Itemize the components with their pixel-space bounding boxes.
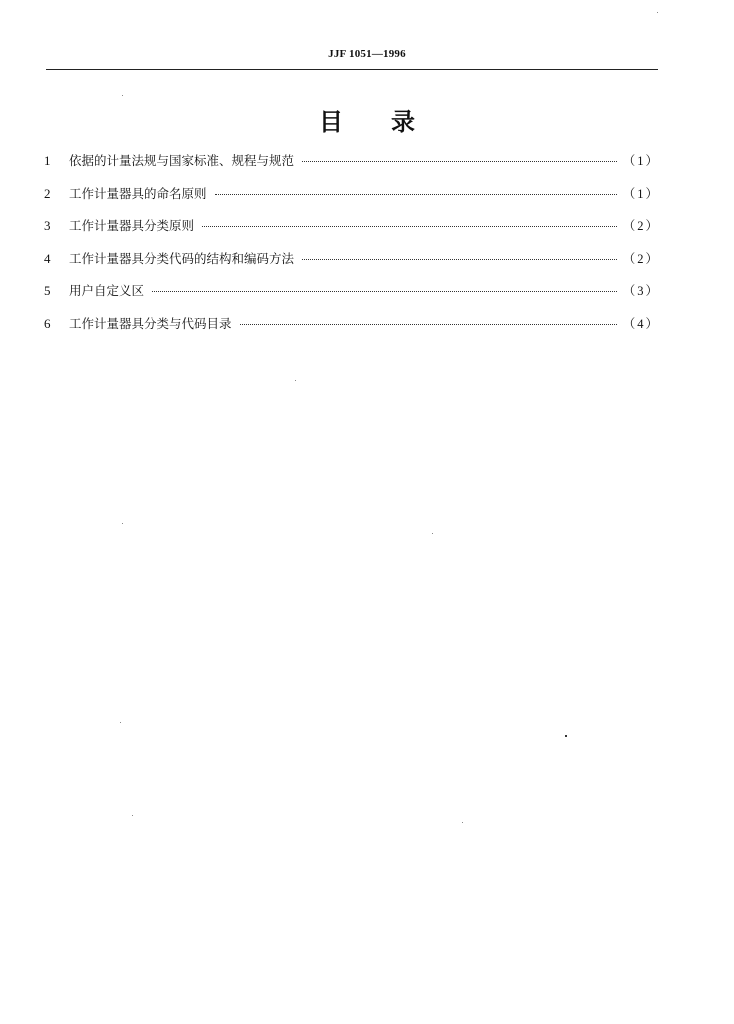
- toc-item: [44, 249, 660, 282]
- toc-item-title: 工作计量器具的命名原则: [69, 185, 207, 201]
- toc-leader-dots: [240, 324, 617, 325]
- toc-leader-dots: [215, 194, 617, 195]
- scan-speck: [120, 722, 121, 723]
- scan-speck: [132, 815, 133, 816]
- header-rule: [46, 69, 658, 70]
- document-code-header: JJF 1051—1996: [328, 48, 406, 60]
- toc-item: [44, 184, 660, 217]
- toc-item-title: 工作计量器具分类原则: [69, 218, 195, 233]
- toc-item-page: （1）: [622, 186, 660, 201]
- toc-leader-dots: [202, 226, 617, 227]
- toc-item-number: 4: [44, 250, 51, 266]
- table-of-contents: [44, 151, 660, 346]
- scan-speck: [565, 735, 567, 737]
- scan-speck: [122, 523, 123, 524]
- toc-item: [44, 314, 660, 347]
- title-char-1: 目: [319, 108, 343, 136]
- title-char-2: 录: [391, 108, 415, 136]
- toc-leader-dots: [152, 291, 617, 292]
- toc-item-number: 3: [44, 218, 51, 233]
- toc-item-number: 2: [44, 185, 51, 201]
- scan-speck: [122, 95, 123, 96]
- toc-item: [44, 281, 660, 314]
- toc-item-page: （2）: [622, 251, 660, 266]
- scan-speck: [432, 533, 433, 534]
- toc-item-title: 用户自定义区: [69, 283, 145, 298]
- toc-item-page: （3）: [622, 284, 660, 298]
- toc-item: [44, 216, 660, 249]
- toc-item-page: （2）: [622, 219, 660, 233]
- scan-speck: [462, 822, 463, 823]
- page-title: [0, 102, 734, 137]
- toc-item-page: （1）: [622, 154, 660, 168]
- scan-speck: [295, 380, 296, 381]
- toc-item-page: （4）: [622, 316, 660, 331]
- toc-item-title: 工作计量器具分类与代码目录: [69, 315, 232, 331]
- toc-item-title: 工作计量器具分类代码的结构和编码方法: [69, 250, 295, 266]
- toc-leader-dots: [302, 161, 617, 162]
- toc-item: [44, 151, 660, 184]
- toc-item-number: 5: [44, 283, 51, 298]
- toc-item-title: 依据的计量法规与国家标准、规程与规范: [69, 153, 295, 168]
- toc-item-number: 1: [44, 153, 51, 168]
- scan-speck: [657, 12, 658, 13]
- toc-leader-dots: [302, 259, 617, 260]
- toc-item-number: 6: [44, 315, 51, 331]
